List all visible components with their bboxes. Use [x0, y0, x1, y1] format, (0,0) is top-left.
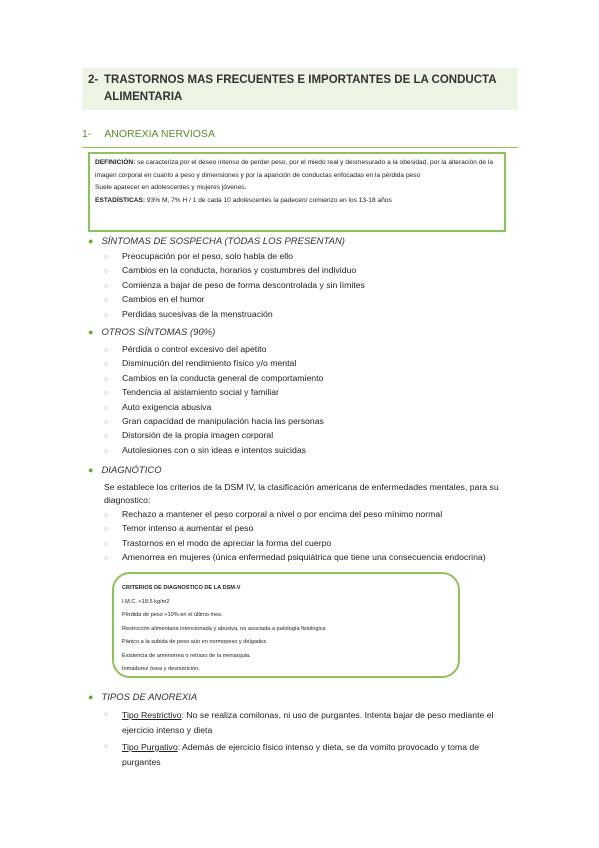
circle-bullet-icon: ○ [104, 361, 109, 369]
list-item: ○ Trastornos en el modo de apreciar la forma del cuerpo [104, 536, 486, 550]
bullet-icon: ● [88, 692, 94, 702]
list-item: ○ Temor intenso a aumentar el peso [104, 521, 486, 535]
heading-number: 2- [88, 74, 99, 86]
definition-text: se caracteriza por el deseo intenso de perder peso, por el miedo real y desmesurado a la obesidad, por la alteración de la imagen corporal en cuanto a peso y dimensiones y por la aparición de conductas enfocadas en la pérdida peso [95, 159, 494, 179]
list-item: ○ Cambios en la conducta general de comportamiento [104, 371, 324, 385]
circle-bullet-icon: ○ [104, 254, 109, 261]
list-item: ○ Cambios en el humor [104, 292, 365, 306]
list-item: ○ Distorsión de la propia imagen corporal [104, 428, 324, 442]
list-item: ○ Cambios en la conducta, horarios y costumbres del individuo [104, 263, 365, 277]
bullet-icon: ● [88, 465, 94, 475]
stats-label: ESTADÍSTICAS: [95, 196, 146, 204]
section-heading-3 [82, 128, 215, 140]
list-item: ○ Preocupación por el peso, solo habla de ello [104, 249, 365, 263]
list-item: ○ Tendencia al aislamiento social y familiar [104, 385, 324, 399]
criteria-item: Existencia de amenorrea o retraso de la menarquia. [122, 652, 251, 659]
circle-bullet-icon: ○ [104, 297, 109, 305]
section-diagnostico-title: ● DIAGNÓTICO [88, 465, 162, 476]
list-item: ○ Autolesiones con o sin ideas e intentos suicidas [104, 443, 324, 457]
tipo-text: : Además de ejercicio físico intenso y dieta, se da vomito provocado y toma de purgantes [122, 742, 480, 767]
circle-bullet-icon: ○ [104, 540, 109, 548]
list-item: ○ Rechazo a mantener el peso corporal a nivel o por encima del peso mínimo normal [104, 507, 486, 521]
criteria-item: Pérdida de peso >10% en el último mes. [122, 612, 223, 618]
circle-bullet-icon: ○ [104, 526, 109, 534]
list-otros [104, 342, 324, 457]
section-heading-2 [82, 68, 518, 110]
list-item: ○ Auto exigencia abusiva [104, 400, 324, 414]
tipo-text: : No se realiza comilonas, ni uso de purgantes. Intenta bajar de peso mediante el ejercicio intenso y dieta [122, 710, 494, 735]
section-otros-title: ● OTROS SÍNTOMAS (90%) [88, 327, 216, 338]
tipo-label: Tipo Restrictivo [122, 710, 182, 720]
tipo-restrictivo [104, 708, 514, 737]
definition-label: DEFINICIÓN: [95, 159, 136, 166]
tipo-purgativo [104, 740, 514, 769]
subheading-number: 1- [82, 128, 92, 140]
criteria-box [112, 572, 460, 678]
criteria-item: I.M.C. <18.5 kg/m2 [122, 598, 170, 605]
circle-bullet-icon: ○ [104, 347, 109, 354]
bullet-icon: ● [88, 236, 94, 246]
circle-bullet-icon: ○ [104, 404, 109, 412]
section-tipos-title: ● TIPOS DE ANOREXIA [88, 692, 198, 703]
heading-text: TRASTORNOS MAS FRECUENTES E IMPORTANTES DE LA CONDUCTA ALIMENTARIA [104, 74, 497, 103]
list-item: ○ Comienza a bajar de peso de forma descontrolada y sin límites [104, 278, 365, 292]
subheading-text: ANOREXIA NERVIOSA [104, 128, 215, 140]
tipo-label: Tipo Purgativo [122, 742, 178, 752]
list-item: ○ Disminución del rendimiento físico y/o mental [104, 356, 324, 370]
criteria-item: Restricción alimentaria intencionada y abusiva, no asociada a patología fisiológica [122, 625, 326, 632]
circle-bullet-icon: ○ [104, 743, 109, 750]
list-item: ○ Gran capacidad de manipulación hacia las personas [104, 414, 324, 428]
criteria-item: Pánico a la subida de peso aún en normopeso y delgadez. [122, 639, 268, 645]
list-diagnostico [104, 507, 486, 565]
list-item: ○ Pérdida o control excesivo del apetito [104, 342, 324, 356]
circle-bullet-icon: ○ [104, 447, 109, 455]
list-sintomas [104, 249, 365, 321]
list-item: ○ Amenorrea en mujeres (única enfermedad psiquiátrica que tiene una consecuencia endocrina) [104, 550, 486, 564]
circle-bullet-icon: ○ [104, 282, 109, 290]
diagnostico-intro: Se establece los criterios de la DSM IV, la clasificación americana de enfermedades mentales, para su diagnostico: [104, 482, 499, 505]
criteria-title: CRITERIOS DE DIAGNOSTICO DE LA DSM-V [122, 585, 241, 591]
circle-bullet-icon: ○ [104, 555, 109, 563]
circle-bullet-icon: ○ [104, 512, 109, 519]
circle-bullet-icon: ○ [104, 711, 109, 718]
criteria-item: Inmadurez ósea y desnutrición. [122, 666, 200, 672]
circle-bullet-icon: ○ [104, 390, 109, 398]
heading-rule [82, 147, 518, 148]
circle-bullet-icon: ○ [104, 311, 109, 319]
list-item: ○ Perdidas sucesivas de la menstruación [104, 307, 365, 321]
stats-text: 93% M, 7% H / 1 de cada 10 adolescentes la padecen/ comienzo en los 13-18 años [145, 196, 392, 204]
circle-bullet-icon: ○ [104, 268, 109, 276]
circle-bullet-icon: ○ [104, 375, 109, 383]
definition-line2: Suele aparecer en adolescentes y mujeres jóvenes. [95, 184, 247, 191]
section-sintomas-title: ● SÍNTOMAS DE SOSPECHA (TODAS LOS PRESENTAN) [88, 236, 345, 247]
circle-bullet-icon: ○ [104, 433, 109, 441]
circle-bullet-icon: ○ [104, 418, 109, 426]
bullet-icon: ● [88, 327, 94, 337]
definition-box [88, 152, 506, 232]
